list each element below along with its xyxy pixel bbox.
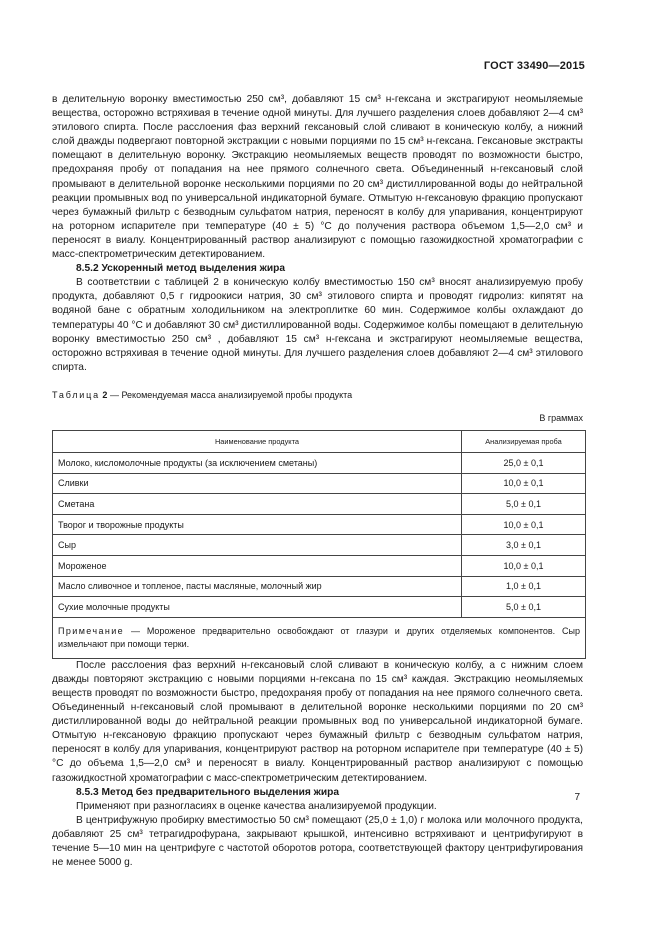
product-name: Сухие молочные продукты xyxy=(53,597,462,618)
section-heading-8-5-2: 8.5.2 Ускоренный метод выделения жира xyxy=(76,263,285,275)
table-row xyxy=(53,535,586,556)
table-note-text: — Мороженое предварительно освобождают от глазури и других отделяемых компонентов. Сыр измельчают при помощи терки. xyxy=(58,625,580,649)
document-body xyxy=(52,93,583,870)
sample-mass: 25,0 ± 0,1 xyxy=(462,453,586,474)
product-name: Сливки xyxy=(53,473,462,494)
table-row xyxy=(53,556,586,577)
table-caption-text: — Рекомендуемая масса анализируемой пробы продукта xyxy=(109,389,353,400)
table-units: В граммах xyxy=(539,412,583,423)
sample-mass: 5,0 ± 0,1 xyxy=(462,597,586,618)
paragraph-accelerated-method: В соответствии с таблицей 2 в коническую колбу вместимостью 150 см³ вносят анализируемую пробу продукта, добавляют 0,5 г гидроокиси натрия, 30 см³ этилового спирта и проводят гидролиз: кипятят на водяной бане с обратным холодильником на электроплитке 60 мин. Содержимое колбы охлаждают до температуры 40 °С и добавляют 30 см³ дистиллированной воды. Содержимое колбы помещают в делительную воронку вместимостью 250 см³ , добавляют 15 см³ н-гексана и экстрагируют неомыляемые вещества, осторожно встряхивая в течение одной минуты. Для лучшего разделения слоев добавляют 2—4 см³ этилового спирта. xyxy=(52,277,583,373)
sample-mass: 10,0 ± 0,1 xyxy=(462,473,586,494)
paragraph-phase-separation: После расслоения фаз верхний н-гексановый слой сливают в коническую колбу, а с нижним слоем дважды повторяют экстракцию с новыми порциями н-гексана по 15 см³ каждая. Экстракцию неомыляемых веществ проводят по возможности быстро, предохраняя пробу от попадания на нее прямого солнечного света. Объединенный н-гексановый слой промывают в делительной воронке несколькими порциями по 20 см³ дистиллированной воды до нейтральной реакции промывных вод по универсальной индикаторной бумаге. Отмытую н-гексановую фракцию пропускают через бумажный фильтр с безводным сульфатом натрия, переносят в колбу для упаривания, концентрируют раствор на роторном испарителе при температуре (40 ± 5) °С до объема 1,5—2,0 см³ и переносят в виалу. Концентрированный раствор анализируют с помощью газожидкостной хроматографии с масс-спектрометрическим детектированием. xyxy=(52,659,583,784)
table-header-row xyxy=(53,431,586,453)
product-name: Сыр xyxy=(53,535,462,556)
sample-mass: 3,0 ± 0,1 xyxy=(462,535,586,556)
paragraph-disputes: Применяют при разногласиях в оценке качества анализируемой продукции. xyxy=(76,800,437,812)
page-number: 7 xyxy=(574,792,580,803)
table-row xyxy=(53,514,586,535)
product-name: Сметана xyxy=(53,494,462,515)
paragraph-extraction-continued: в делительную воронку вместимостью 250 см³, добавляют 15 см³ н-гексана и экстрагируют неомыляемые вещества, осторожно встряхивая в течение одной минуты. Для лучшего разделения слоев добавляют 2—4 см³ этилового спирта. После расслоения фаз верхний гексановый слой сливают в коническую колбу, а нижний слой дважды подвергают повторной экстракции с новыми порциями по 15 см³ н-гексана. Гексановые экстракты помещают в делительную воронку. Экстракцию неомыляемых веществ проводят по возможности быстро, предохраняя пробу от попадания на нее прямого солнечного света. Объединенный н-гексановый слой промывают в делительной воронке несколькими порциями по 20 см³ дистиллированной воды до нейтральной реакции промывных вод по универсальной индикаторной бумаге. Отмытую н-гексановую фракцию пропускают через бумажный фильтр с безводным сульфатом натрия, переносят в колбу для упаривания, концентрируют на роторном испарителе при температуре (40 ± 5) °С до получения раствора объемом 1,5—2,0 см³ и переносят в виалу. Концентрированный раствор анализируют с помощью газожидкостной хроматографии с масс-спектрометрическим детектированием. xyxy=(52,94,583,261)
table-note xyxy=(53,617,586,658)
sample-mass-table xyxy=(52,430,586,659)
table-row xyxy=(53,597,586,618)
product-name: Масло сливочное и топленое, пасты масляные, молочный жир xyxy=(53,576,462,597)
product-name: Мороженое xyxy=(53,556,462,577)
sample-mass: 10,0 ± 0,1 xyxy=(462,556,586,577)
table-note-label: Примечание xyxy=(58,625,125,636)
table-row xyxy=(53,494,586,515)
document-code: ГОСТ 33490—2015 xyxy=(483,60,585,72)
column-header-mass: Анализируемая проба xyxy=(462,431,586,453)
product-name: Творог и творожные продукты xyxy=(53,514,462,535)
table-row xyxy=(53,453,586,474)
table-row xyxy=(53,473,586,494)
table-note-row xyxy=(53,617,586,658)
paragraph-centrifuge: В центрифужную пробирку вместимостью 50 см³ помещают (25,0 ± 1,0) г молока или молочного продукта, добавляют 25 см³ тетрагидрофурана, закрывают крышкой, интенсивно встряхивают и центрифугируют в течение 5—10 мин на центрифуге с частотой оборотов ротора, соответствующей фактору центрифугирования не менее 5000 g. xyxy=(52,814,583,869)
table-row xyxy=(53,576,586,597)
table-caption-label: Таблица xyxy=(52,389,100,400)
product-name: Молоко, кисломолочные продукты (за исключением сметаны) xyxy=(53,453,462,474)
table-caption-number: 2 xyxy=(102,389,108,400)
sample-mass: 5,0 ± 0,1 xyxy=(462,494,586,515)
sample-mass: 1,0 ± 0,1 xyxy=(462,576,586,597)
section-heading-8-5-3: 8.5.3 Метод без предварительного выделения жира xyxy=(76,786,339,798)
table-caption xyxy=(52,388,583,402)
sample-mass: 10,0 ± 0,1 xyxy=(462,514,586,535)
column-header-product: Наименование продукта xyxy=(53,431,462,453)
